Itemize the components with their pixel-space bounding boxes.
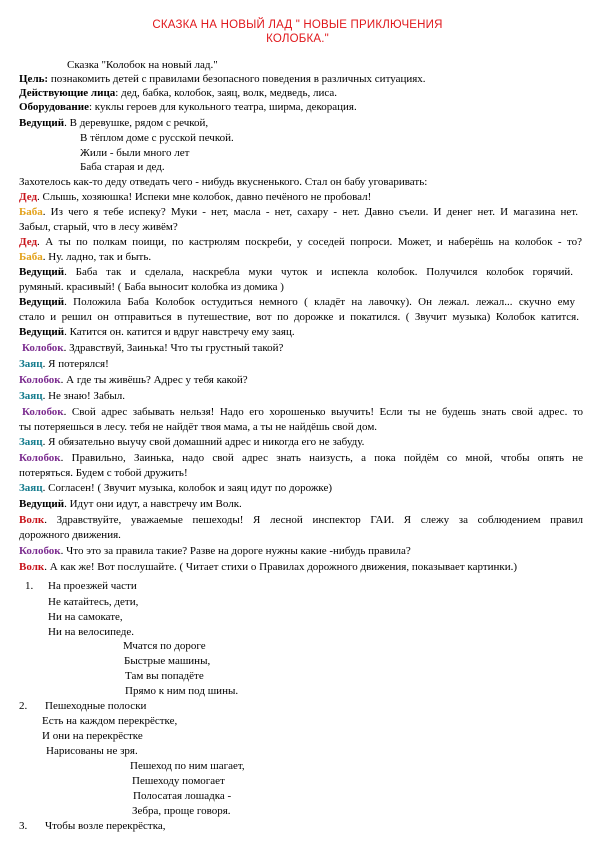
dialogue-text: . Я потерялся!: [42, 358, 109, 370]
dialogue-text: . А ты по полкам поищи, по кастрюлям поскреби, у соседей попроси. Может, и наберёшь на колобок - то?: [37, 236, 582, 248]
equipment-line: [19, 101, 357, 114]
dialogue-continuation: румяный. красивый! ( Баба выносит колобка из домика ): [19, 281, 284, 293]
dialogue-text: . А как же! Вот послушайте. ( Читает стихи о Правилах дорожного движения, показывает картинки.): [44, 561, 518, 573]
speaker-vedushchiy: Ведущий: [19, 326, 65, 338]
poem-line: Пешеход по ним шагает,: [130, 760, 245, 772]
poem-line: Там вы попадёте: [125, 670, 204, 682]
dialogue-line: [19, 358, 109, 371]
verse-line: Баба старая и дед.: [80, 161, 165, 173]
poem-number: 1.: [25, 580, 34, 592]
dialogue-text: . Положила Баба Колобок остудиться немного ( кладёт на лавочку). Он лежал. лежал... скучно ему: [64, 296, 575, 308]
verse-line: Жили - были много лет: [80, 147, 190, 159]
poem-line: Полосатая лошадка -: [133, 790, 232, 802]
dialogue-line: [19, 191, 371, 204]
speaker-zayac: Заяц: [19, 390, 43, 402]
speaker-volk: Волк: [19, 514, 45, 526]
dialogue-text: . Слышь, хозяюшка! Испеки мне колобок, давно печёного не пробовал!: [37, 191, 372, 203]
speaker-baba: Баба: [19, 206, 43, 218]
speaker-zayac: Заяц: [19, 358, 43, 370]
dialogue-text: . Ну. ладно, так и быть.: [42, 251, 152, 263]
goal-line: [19, 73, 426, 86]
dialogue-line: [19, 545, 411, 558]
dialogue-line: [19, 251, 151, 264]
dialogue-continuation: Забыл, старый, что в лесу живём?: [19, 221, 178, 233]
dialogue-line: [19, 206, 578, 219]
dialogue-line: [19, 374, 248, 387]
dialogue-text: стало и решил он отправиться в путешествие, вот по дорожке и покатился. ( Звучит музыка) Колобок катится.: [19, 311, 579, 323]
dialogue-continuation: потеряться. Будем с тобой дружить!: [19, 467, 188, 479]
dialogue-text: . Я обязательно выучу свой домашний адрес и никогда его не забуду.: [42, 436, 365, 448]
goal-label: Цель:: [19, 73, 49, 85]
verse-line: В тёплом доме с русской печкой.: [80, 132, 234, 144]
dialogue-line: [19, 561, 517, 574]
dialogue-line: [19, 514, 583, 527]
narration-line: Захотелось как-то деду отведать чего - нибудь вкусненького. Стал он бабу уговаривать:: [19, 176, 428, 188]
dialogue-line: [22, 406, 583, 419]
poem-number: 2.: [19, 700, 28, 712]
dialogue-text: . Из чего я тебе испеку? Муки - нет, масла - нет, сахару - нет. Давно съели. И денег нет. И магазина нет.: [42, 206, 578, 218]
speaker-zayac: Заяц: [19, 436, 43, 448]
dialogue-text: . Правильно, Заинька, надо свой адрес знать наизусть, а пока пойдём со мной, чтобы опять не: [60, 452, 583, 464]
speaker-kolobok: Колобок: [19, 545, 61, 557]
poem-line: Пешеходу помогает: [132, 775, 225, 787]
dialogue-line: [19, 452, 583, 465]
dialogue-continuation: ты потеряешься в лесу. тебя не найдёт твоя мама, а ты не найдёшь свой дом.: [19, 421, 378, 433]
poem-line: Чтобы возле перекрёстка,: [45, 820, 166, 832]
characters-line: [19, 87, 337, 100]
dialogue-line: [19, 266, 573, 279]
dialogue-line: [19, 326, 295, 339]
poem-line: Прямо к ним под шины.: [125, 685, 239, 697]
speaker-kolobok: Колобок: [22, 342, 64, 354]
speaker-ded: Дед: [19, 236, 38, 248]
document-title-line-1: СКАЗКА НА НОВЫЙ ЛАД " НОВЫЕ ПРИКЛЮЧЕНИЯ: [152, 19, 443, 31]
dialogue-line: [19, 498, 242, 511]
tale-subtitle: Сказка "Колобок на новый лад.": [67, 59, 218, 71]
dialogue-text: . Не знаю! Забыл.: [42, 390, 126, 402]
poem-line: Ни на самокате,: [48, 611, 123, 623]
speaker-ded: Дед: [19, 191, 38, 203]
dialogue-continuation: дорожного движения.: [19, 529, 121, 541]
poem-line: Зебра, проще говоря.: [132, 805, 231, 817]
characters-text: : дед, бабка, колобок, заяц, волк, медведь, лиса.: [115, 87, 338, 99]
poem-line: На проезжей части: [48, 580, 137, 592]
speaker-kolobok: Колобок: [22, 406, 64, 418]
speaker-volk: Волк: [19, 561, 45, 573]
poem-line: Быстрые машины,: [124, 655, 211, 667]
dialogue-text: . Катится он. катится и вдруг навстречу ему заяц.: [64, 326, 295, 338]
poem-number: 3.: [19, 820, 28, 832]
dialogue-line: [19, 436, 364, 449]
dialogue-continuation: [19, 311, 579, 324]
dialogue-text: . В деревушке, рядом с речкой,: [64, 117, 209, 129]
document-title-line-2: КОЛОБКА.": [266, 33, 329, 45]
speaker-vedushchiy: Ведущий: [19, 117, 65, 129]
equipment-text: : куклы героев для кукольного театра, ширма, декорация.: [88, 101, 357, 113]
dialogue-text: . Идут они идут, а навстречу им Волк.: [64, 498, 242, 510]
goal-text: познакомить детей с правилами безопасного поведения в различных ситуациях.: [48, 73, 426, 85]
speaker-baba: Баба: [19, 251, 43, 263]
speaker-vedushchiy: Ведущий: [19, 296, 65, 308]
speaker-vedushchiy: Ведущий: [19, 266, 65, 278]
poem-line: Пешеходные полоски: [45, 700, 147, 712]
poem-line: Мчатся по дороге: [123, 640, 206, 652]
speaker-kolobok: Колобок: [19, 374, 61, 386]
dialogue-text: . Что это за правила такие? Разве на дороге нужны какие -нибудь правила?: [60, 545, 411, 557]
poem-line: И они на перекрёстке: [42, 730, 143, 742]
poem-line: Нарисованы не зря.: [46, 745, 138, 757]
characters-label: Действующие лица: [19, 87, 116, 99]
dialogue-line: [19, 482, 332, 495]
dialogue-text: . Баба так и сделала, наскребла муки чуток и испекла колобок. Получился колобок горячий.: [64, 266, 573, 278]
dialogue-line: [19, 390, 125, 403]
dialogue-text: . Свой адрес забывать нельзя! Надо его хорошенько выучить! Если ты не будешь знать свой адрес. то: [63, 406, 583, 418]
dialogue-line: [19, 117, 208, 130]
dialogue-line: [19, 236, 582, 249]
dialogue-text: . Здравствуйте, уважаемые пешеходы! Я лесной инспектор ГАИ. Я слежу за соблюдением правил: [44, 514, 583, 526]
speaker-zayac: Заяц: [19, 482, 43, 494]
dialogue-text: . А где ты живёшь? Адрес у тебя какой?: [60, 374, 248, 386]
dialogue-text: . Здравствуй, Заинька! Что ты грустный такой?: [63, 342, 284, 354]
equipment-label: Оборудование: [19, 101, 89, 113]
poem-line: Есть на каждом перекрёстке,: [42, 715, 178, 727]
poem-line: Не катайтесь, дети,: [48, 596, 139, 608]
dialogue-line: [22, 342, 283, 355]
speaker-vedushchiy: Ведущий: [19, 498, 65, 510]
speaker-kolobok: Колобок: [19, 452, 61, 464]
dialogue-text: . Согласен! ( Звучит музыка, колобок и заяц идут по дорожке): [42, 482, 333, 494]
dialogue-line: [19, 296, 575, 309]
poem-line: Ни на велосипеде.: [48, 626, 134, 638]
